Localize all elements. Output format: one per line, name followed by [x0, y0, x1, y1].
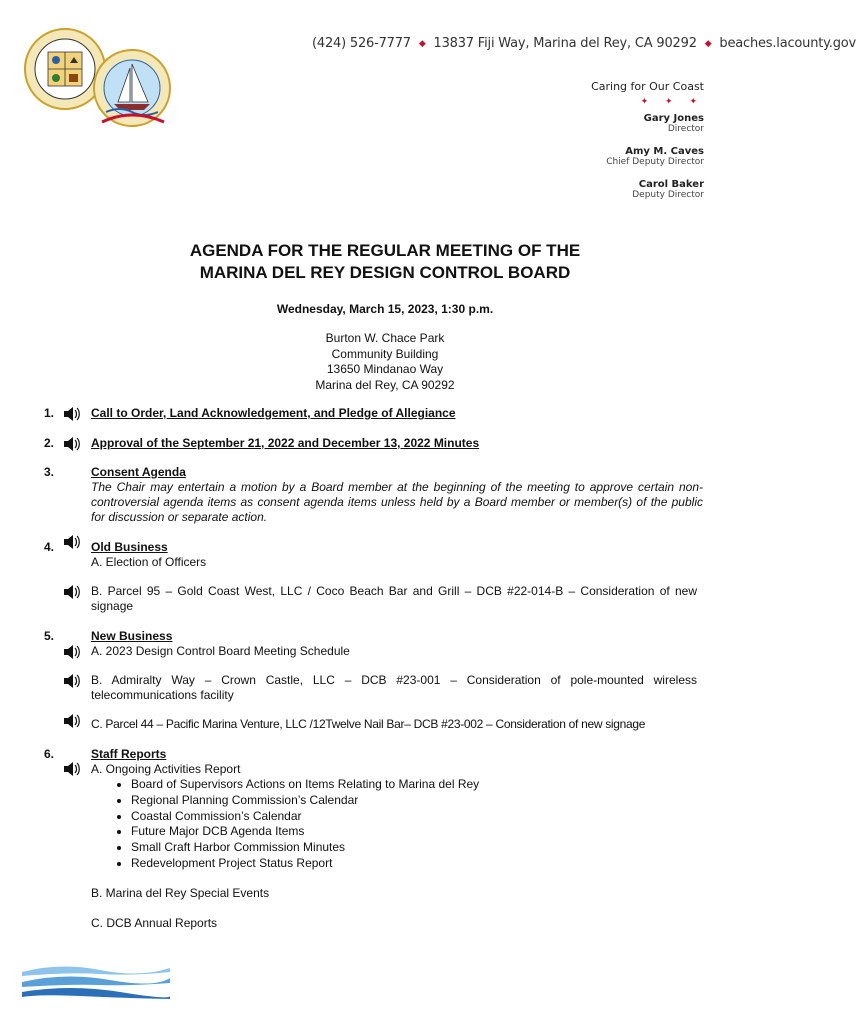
separator-diamond-icon: ◆: [418, 39, 426, 49]
list-item: • Regional Planning Commission’s Calendar: [131, 793, 479, 809]
speaker-icon[interactable]: [62, 760, 82, 778]
activities-list: [113, 777, 479, 872]
item-heading: Old Business: [91, 540, 168, 554]
list-item: • Small Craft Harbor Commission Minutes: [131, 840, 479, 856]
website-link[interactable]: beaches.lacounty.gov: [719, 36, 856, 51]
speaker-icon[interactable]: [62, 712, 82, 730]
item-number: 5.: [44, 629, 55, 643]
consent-description: The Chair may entertain a motion by a Board member at the beginning of the meeting to approve certain non-controversial agenda items as consent agenda items unless held by a Board member or member(s) of the public for discussion or separate action.: [91, 480, 703, 524]
speaker-icon[interactable]: [62, 533, 82, 551]
staff-title: Director: [667, 124, 704, 134]
phone-number: (424) 526-7777: [312, 36, 411, 51]
staff-title: Chief Deputy Director: [606, 157, 704, 167]
item-heading: Staff Reports: [91, 747, 167, 761]
item-number: 2.: [44, 436, 55, 450]
item-heading: Call to Order, Land Acknowledgement, and Pledge of Allegiance: [91, 406, 456, 420]
title-line-2: MARINA DEL REY DESIGN CONTROL BOARD: [199, 263, 571, 282]
list-item: • Board of Supervisors Actions on Items Relating to Marina del Rey: [131, 777, 479, 793]
sub-item: B. Admiralty Way – Crown Castle, LLC – DCB #23-001 – Consideration of pole-mounted wireless telecommunications facility: [91, 673, 697, 702]
staff-block: [504, 80, 704, 212]
speaker-icon[interactable]: [62, 643, 82, 661]
sub-item: B. Marina del Rey Special Events: [91, 886, 270, 900]
item-number: 1.: [44, 406, 55, 420]
wave-footer-logo: [20, 962, 172, 1002]
meeting-datetime: Wednesday, March 15, 2023, 1:30 p.m.: [276, 302, 494, 316]
tagline: Caring for Our Coast: [591, 80, 704, 93]
sub-item: B. Parcel 95 – Gold Coast West, LLC / Coco Beach Bar and Grill – DCB #22-014-B – Consideration of new signage: [91, 584, 697, 613]
item-heading: Consent Agenda: [91, 465, 186, 479]
item-number: 6.: [44, 747, 55, 761]
location-line: Community Building: [331, 346, 439, 361]
sub-item: C. Parcel 44 – Pacific Marina Venture, LLC /12Twelve Nail Bar– DCB #23-002 – Consideration of new signage: [91, 717, 646, 731]
speaker-icon[interactable]: [62, 405, 82, 423]
separator-diamond-icon: ◆: [704, 39, 712, 49]
location-line: Marina del Rey, CA 90292: [315, 377, 455, 392]
title-line-1: AGENDA FOR THE REGULAR MEETING OF THE: [189, 241, 581, 260]
speaker-icon[interactable]: [62, 672, 82, 690]
speaker-icon[interactable]: [62, 435, 82, 453]
beaches-harbors-seal-logo: [92, 48, 172, 134]
meeting-location: [0, 331, 770, 393]
staff-title: Deputy Director: [632, 190, 704, 200]
sub-item: A. Ongoing Activities Report: [91, 762, 241, 776]
location-line: 13650 Mindanao Way: [326, 362, 444, 376]
item-number: 4.: [44, 540, 55, 554]
staff-name: Amy M. Caves: [625, 146, 704, 157]
list-item: • Redevelopment Project Status Report: [131, 856, 479, 872]
speaker-icon[interactable]: [62, 583, 82, 601]
list-item: • Future Major DCB Agenda Items: [131, 824, 479, 840]
office-address: 13837 Fiji Way, Marina del Rey, CA 90292: [433, 36, 697, 51]
item-heading: Approval of the September 21, 2022 and December 13, 2022 Minutes: [91, 436, 480, 450]
location-line: Burton W. Chace Park: [325, 331, 445, 345]
staff-name: Gary Jones: [643, 113, 704, 124]
item-heading: New Business: [91, 629, 173, 643]
sub-item: A. 2023 Design Control Board Meeting Schedule: [91, 644, 350, 658]
list-item: • Coastal Commission’s Calendar: [131, 809, 479, 825]
item-number: 3.: [44, 465, 55, 479]
agenda-title: [0, 240, 770, 284]
staff-name: Carol Baker: [638, 179, 704, 190]
sub-item: A. Election of Officers: [91, 555, 207, 569]
sub-item: C. DCB Annual Reports: [91, 916, 218, 930]
stars-icon: ✦ ✦ ✦: [640, 97, 704, 107]
header-contact: [312, 36, 856, 51]
